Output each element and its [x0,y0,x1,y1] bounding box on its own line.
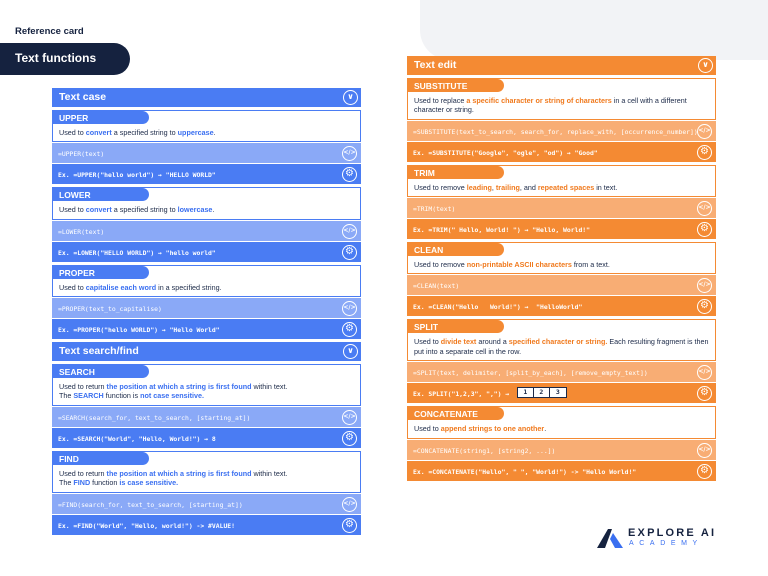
desc-highlight: append strings to one another [440,424,545,434]
desc-highlight: lowercase [177,205,213,215]
example-row [407,460,716,481]
desc-text: The [59,478,74,488]
desc-highlight: convert [85,128,112,137]
code-icon: </> [697,365,712,380]
example-row [52,163,361,184]
desc-highlight: uppercase [177,128,214,137]
function-name-bar [407,406,716,420]
chevron-down-icon[interactable]: ∨ [343,90,358,105]
right-column [407,56,716,481]
syntax-text: =CONCATENATE(string1, [string2, ...]) [413,446,556,455]
syntax-text: =UPPER(text) [58,150,105,159]
gear-icon: ⚙ [697,299,712,314]
desc-highlight: FIND [73,478,91,488]
function-card-upper [52,110,361,184]
desc-text: , [491,182,496,192]
function-card-substitute [407,78,716,162]
function-description [407,256,716,274]
desc-highlight: a specific character or string of characters [466,96,612,105]
gear-icon: ⚙ [697,222,712,237]
desc-text: Used to [59,282,86,292]
desc-text: Used to [59,205,86,215]
syntax-row [52,142,361,163]
desc-text: in text. [594,182,618,192]
logo-wordmark: EXPLORE AI [628,527,717,539]
function-description [52,124,361,142]
syntax-text: =LOWER(text) [58,227,105,236]
example-row [407,218,716,239]
function-name: FIND [53,452,149,465]
code-icon: </> [697,201,712,216]
desc-highlight: repeated spaces [537,182,595,192]
syntax-row [52,220,361,241]
logo-subtitle: ACADEMY [629,540,703,547]
section-title: Text case [59,91,107,103]
desc-text: . [213,128,216,137]
split-cell: 1 [518,388,534,397]
function-name: CONCATENATE [408,407,504,420]
code-icon: </> [697,278,712,293]
desc-text: within text. [251,468,288,478]
explore-ai-logo [596,526,736,552]
example-text: Ex. SPLIT("1,2,3", ",") → [413,390,510,399]
example-row [52,318,361,339]
example-row [52,514,361,535]
function-card-search [52,364,361,448]
function-name-bar [52,110,361,124]
function-name: PROPER [53,266,149,279]
desc-text: a specified string to [111,205,178,215]
example-row [407,382,716,403]
function-name: SUBSTITUTE [408,79,504,92]
section-title: Text edit [414,59,457,71]
function-card-trim [407,165,716,239]
gear-icon: ⚙ [697,464,712,479]
section-text-search[interactable] [52,342,361,361]
syntax-text: =SPLIT(text, delimiter, [split_by_each], [remove_empty_text]) [413,369,648,378]
function-name-bar [52,364,361,378]
logo-mark-icon [596,527,624,549]
syntax-row [407,120,716,141]
function-name: CLEAN [408,243,504,256]
syntax-text: =SUBSTITUTE(text_to_search, search_for, replace_with, [occurrence_number]) [413,127,698,136]
desc-highlight: capitalise each word [85,282,157,292]
desc-text: Used to replace [414,96,467,105]
function-name-bar [407,165,716,179]
example-text: Ex. =FIND("World", "Hello, world!") -> #VALUE! [58,521,235,530]
function-name-bar [52,451,361,465]
example-text: Ex. =CLEAN("Hello World!") → "HelloWorld" [413,303,583,312]
example-row [52,427,361,448]
code-icon: </> [342,497,357,512]
syntax-row [407,274,716,295]
syntax-row [52,406,361,427]
syntax-row [407,439,716,460]
function-description [52,279,361,297]
section-title: Text search/find [59,345,139,358]
function-description [52,378,361,406]
desc-text: function is [103,391,141,401]
syntax-row [52,297,361,318]
desc-highlight: non-printable ASCII characters [466,260,572,270]
gear-icon: ⚙ [697,145,712,160]
split-cell: 2 [534,388,550,397]
desc-text: . [544,424,547,434]
function-name: SPLIT [408,320,504,333]
function-name-bar [407,242,716,256]
function-card-lower [52,187,361,261]
desc-text: Used to return [59,468,107,478]
background-corner-shape [420,0,768,60]
desc-highlight: is case sensitive. [119,478,179,488]
syntax-text: =FIND(search_for, text_to_search, [starting_at]) [58,500,243,509]
example-row [52,241,361,262]
function-card-find [52,451,361,535]
desc-highlight: the position at which a string is first found [106,468,252,478]
code-icon: </> [697,124,712,139]
syntax-row [407,197,716,218]
example-row [407,141,716,162]
desc-text: within text. [251,382,288,392]
desc-text: Used to [414,337,441,347]
function-name: TRIM [408,166,504,179]
split-cell: 3 [555,388,560,397]
function-card-proper [52,265,361,339]
function-description [407,333,716,361]
desc-text: Used to remove [414,182,467,192]
example-text: Ex. =SEARCH("World", "Hello, World!") → 8 [58,434,216,443]
example-text: Ex. =TRIM(" Hello, World! ") → "Hello, World!" [413,226,590,235]
desc-highlight: the position at which a string is first found [106,382,252,392]
desc-highlight: divide text [440,337,477,347]
desc-text: Used to return [59,382,107,392]
code-icon: </> [342,146,357,161]
function-description [407,179,716,197]
example-text: Ex. =CONCATENATE("Hello", " ", "World!") -> "Hello World!" [413,467,637,476]
desc-text: from a text. [571,260,610,270]
function-name: LOWER [53,188,149,201]
syntax-text: =SEARCH(search_for, text_to_search, [starting_at]) [58,413,251,422]
desc-text: , and [519,182,538,192]
function-description [407,420,716,438]
function-name-bar [52,265,361,279]
example-text: Ex. =LOWER("HELLO WORLD") → "hello world" [58,248,216,257]
function-description [52,201,361,219]
section-text-case[interactable] [52,88,361,107]
code-icon: </> [697,443,712,458]
code-icon: </> [342,410,357,425]
gear-icon: ⚙ [342,518,357,533]
function-description [407,92,716,120]
reference-card-label: Reference card [15,26,84,37]
chevron-down-icon[interactable]: ∨ [343,344,358,359]
gear-icon: ⚙ [342,322,357,337]
function-name: SEARCH [53,365,149,378]
function-name: UPPER [53,111,149,124]
desc-text: The [59,391,74,401]
desc-text: Used to remove [414,260,467,270]
example-row [407,295,716,316]
gear-icon: ⚙ [342,167,357,182]
desc-text: . [212,205,215,215]
desc-highlight: SEARCH [73,391,104,401]
desc-text: a specified string to [111,128,178,137]
desc-text: around a [476,337,509,347]
syntax-text: =PROPER(text_to_capitalise) [58,305,162,314]
desc-text: in a specified string. [156,282,222,292]
gear-icon: ⚙ [342,245,357,260]
gear-icon: ⚙ [342,431,357,446]
function-name-bar [407,319,716,333]
code-icon: </> [342,301,357,316]
desc-text: in a cell with a different character or string. [414,96,687,115]
desc-highlight: trailing [495,182,520,192]
left-column [52,88,361,535]
desc-highlight: not case sensitive. [140,391,205,401]
desc-text: Used to [414,424,441,434]
gear-icon: ⚙ [697,386,712,401]
code-icon: </> [342,224,357,239]
desc-highlight: specified character or string. [508,337,608,347]
example-text: Ex. =SUBSTITUTE("Google", "ogle", "od") → "Good" [413,148,598,157]
function-name-bar [52,187,361,201]
example-text: Ex. =UPPER("hello world") → "HELLO WORLD" [58,171,216,180]
function-name-bar [407,78,716,92]
syntax-row [407,361,716,382]
split-result-cells [517,387,567,398]
syntax-text: =TRIM(text) [413,205,456,214]
desc-text: Used to [59,128,86,137]
desc-highlight: leading [466,182,492,192]
function-card-concatenate [407,406,716,480]
function-description [52,465,361,493]
chevron-down-icon[interactable]: ∨ [698,58,713,73]
function-card-split [407,319,716,403]
example-text: Ex. =PROPER("hello WORLD") → "Hello World" [58,326,220,335]
section-text-edit[interactable] [407,56,716,75]
desc-text: function [90,478,120,488]
page-title: Text functions [0,43,130,75]
syntax-text: =CLEAN(text) [413,282,460,291]
desc-text: Each resulting fragment is then put into a separate cell in the row. [414,337,709,356]
syntax-row [52,493,361,514]
desc-highlight: convert [85,205,112,215]
function-card-clean [407,242,716,316]
